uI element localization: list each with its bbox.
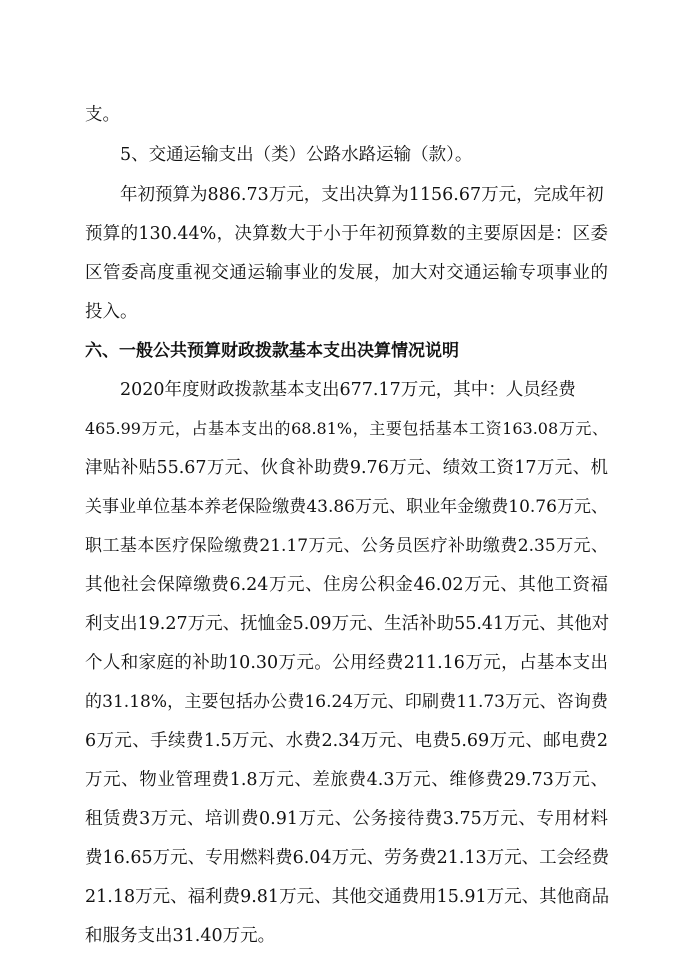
text-line: 2020年度财政拨款基本支出677.17万元，其中：人员经费 [120, 380, 576, 400]
text-line: 费16.65万元、专用燃料费6.04万元、劳务费21.13万元、工会经费 [85, 848, 610, 868]
text-line: 津贴补贴55.67万元、伙食补助费9.76万元、绩效工资17万元、机 [85, 458, 608, 478]
text-line: 其他社会保障缴费6.24万元、住房公积金46.02万元、其他工资福 [85, 575, 608, 595]
text-line: 预算的130.44%，决算数大于小于年初预算数的主要原因是：区委 [85, 224, 608, 244]
text-line: 和服务支出31.40万元。 [85, 926, 276, 946]
text-line: 区管委高度重视交通运输事业的发展，加大对交通运输专项事业的 [85, 263, 608, 283]
text-line: 支。 [85, 105, 120, 125]
text-line: 关事业单位基本养老保险缴费43.86万元、职业年金缴费10.76万元、 [85, 497, 608, 517]
text-line: 投入。 [85, 302, 138, 322]
text-line: 年初预算为886.73万元，支出决算为1156.67万元，完成年初 [120, 185, 604, 205]
text-line: 个人和家庭的补助10.30万元。公用经费211.16万元，占基本支出 [85, 653, 608, 673]
text-line: 的31.18%，主要包括办公费16.24万元、印刷费11.73万元、咨询费 [85, 692, 608, 712]
text-line: 利支出19.27万元、抚恤金5.09万元、生活补助55.41万元、其他对 [85, 614, 610, 634]
section-heading: 六、一般公共预算财政拨款基本支出决算情况说明 [85, 341, 459, 361]
text-line: 21.18万元、福利费9.81万元、其他交通费用15.91万元、其他商品 [85, 887, 610, 907]
text-line: 租赁费3万元、培训费0.91万元、公务接待费3.75万元、专用材料 [85, 809, 608, 829]
text-line: 职工基本医疗保险缴费21.17万元、公务员医疗补助缴费2.35万元、 [85, 536, 608, 556]
text-line: 6万元、手续费1.5万元、水费2.34万元、电费5.69万元、邮电费2 [85, 731, 608, 751]
text-line: 465.99万元，占基本支出的68.81%，主要包括基本工资163.08万元、 [85, 419, 608, 438]
text-line: 万元、物业管理费1.8万元、差旅费4.3万元、维修费29.73万元、 [85, 770, 608, 790]
section-item-5-title: 5、交通运输支出（类）公路水路运输（款）。 [120, 145, 473, 165]
